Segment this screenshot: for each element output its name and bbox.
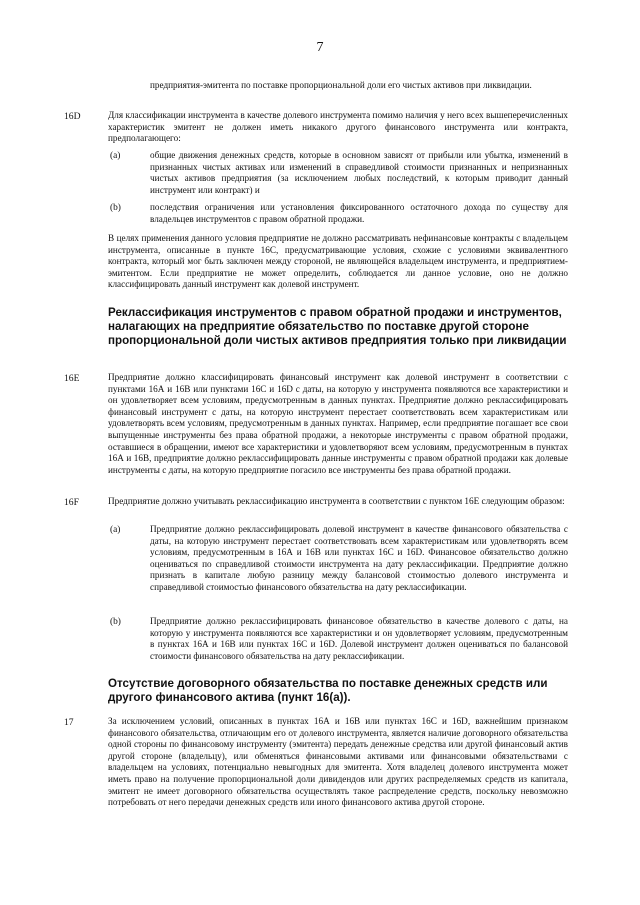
section-heading: Отсутствие договорного обязательства по поставке денежных средств или другого финансового актива (пункт 16(а)). [108, 677, 548, 704]
item-label: (a) [110, 151, 121, 161]
paragraph-number-16e: 16E [64, 373, 80, 384]
paragraph-number-16f: 16F [64, 497, 79, 508]
paragraph-number-16d: 16D [64, 111, 81, 122]
section-heading: Реклассификация инструментов с правом обратной продажи и инструментов, налагающих на предприятие обязательство по поставке другой стороне пропорциональной доли чистых активов предприятия только при ликвидации [108, 306, 567, 347]
item-text: Предприятие должно реклассифицировать долевой инструмент в качестве финансового обязательства с даты, на которую инструмент перестает соответствовать всем характеристикам или удовлетворять всем условиям, предусмотренным в 16А и 16В или пунктах 16С и 16D. Финансовое обязательство должно оцениваться по справедливой стоимости инструмента на дату реклассификации. Предприятие должно признать в капитале любую разницу между балансовой стоимостью долевого инструмента и справедливой стоимостью финансового обязательства на дату реклассификации. [150, 524, 568, 592]
intro-continuation: предприятия-эмитента по поставке пропорциональной доли его чистых активов при ликвидации. [150, 80, 532, 90]
paragraph-17-text: За исключением условий, описанных в пунктах 16А и 16В или пунктах 16С и 16D, важнейшим признаком финансового обязательства, отличающим его от долевого инструмента, является наличие договорного обязательства одной стороны по финансовому инструменту (эмитента) передать денежные средства или другой финансовый актив другой стороне (владельцу), или обменяться финансовыми активами или финансовыми обязательствами с владельцем на условиях, потенциально невыгодных для эмитента. Хотя владелец долевого инструмента может иметь право на получение пропорциональной доли дивидендов или других распределяемых средств из капитала, эмитент не имеет договорного обязательства осуществлять такое распределение средств, поскольку невозможно потребовать от него передачи денежных средств или иного финансового актива другой стороне. [108, 716, 568, 808]
item-label: (a) [110, 525, 121, 535]
item-text: общие движения денежных средств, которые в основном зависят от прибыли или убытка, изменений в признанных чистых активах или изменений в справедливой стоимости признанных и непризнанных чистых активов предприятия (за исключением любых последствий, к которым приводит данный инструмент или контракт) и [150, 150, 568, 195]
item-text: последствия ограничения или установления фиксированного остаточного дохода по существу для владельцев инструментов с правом обратной продажи. [150, 202, 568, 224]
paragraph-16d-closing: В целях применения данного условия предприятие не должно рассматривать нефинансовые контракты с владельцем инструмента, описанные в пункте 16C, предусматривающие условия, схожие с условиями эквивалентного контракта, который мог быть заключен между стороной, не являющейся владельцем инструмента, и предприятием-эмитентом. Если предприятие не может определить, соблюдается ли данное условие, оно не должно классифицировать данный инструмент как долевой инструмент. [108, 233, 568, 290]
item-label: (b) [110, 617, 121, 627]
paragraph-16d-text: Для классификации инструмента в качестве долевого инструмента помимо наличия у него всех вышеперечисленных характеристик эмитент не должен иметь никакого другого финансового инструмента или контракта, предполагающего: [108, 110, 568, 144]
paragraph-number-17: 17 [64, 717, 74, 728]
item-text: Предприятие должно реклассифицировать финансовое обязательство в качестве долевого с даты, на которую у инструмента появляются все характеристики и он удовлетворяет условиям, предусмотренным в пунктах 16А и 16В или пунктах 16С и 16D. Долевой инструмент должен оцениваться по балансовой стоимости финансового обязательства на дату реклассификации. [150, 616, 568, 661]
item-label: (b) [110, 203, 121, 213]
paragraph-16f-text: Предприятие должно учитывать реклассификацию инструмента в соответствии с пунктом 16E следующим образом: [108, 496, 565, 506]
page-number: 7 [316, 40, 324, 55]
paragraph-16e-text: Предприятие должно классифицировать финансовый инструмент как долевой инструмент в соответствии с пунктами 16А и 16В или пунктами 16С и 16D с даты, на которую у инструмента появляются все характеристики и он удовлетворяет всем условиям, предусмотренным в данных пунктах. Предприятие должно реклассифицировать финансовый инструмент с даты, на которую инструмент перестает соответствовать всем характеристикам или удовлетворять всем условиям, предусмотренным в данных пунктах. Например, если предприятие погашает все свои выпущенные инструменты без права обратной продажи, а некоторые инструменты с правом обратной продажи, оставшиеся в обращении, имеют все характеристики и удовлетворяют всем условиям, предусмотренным в пунктах 16А и 16В, предприятие должно реклассифицировать данные инструменты с правом обратной продажи как долевые инструменты с даты, на которую предприятие погасило все инструменты без права обратной продажи. [108, 372, 568, 475]
